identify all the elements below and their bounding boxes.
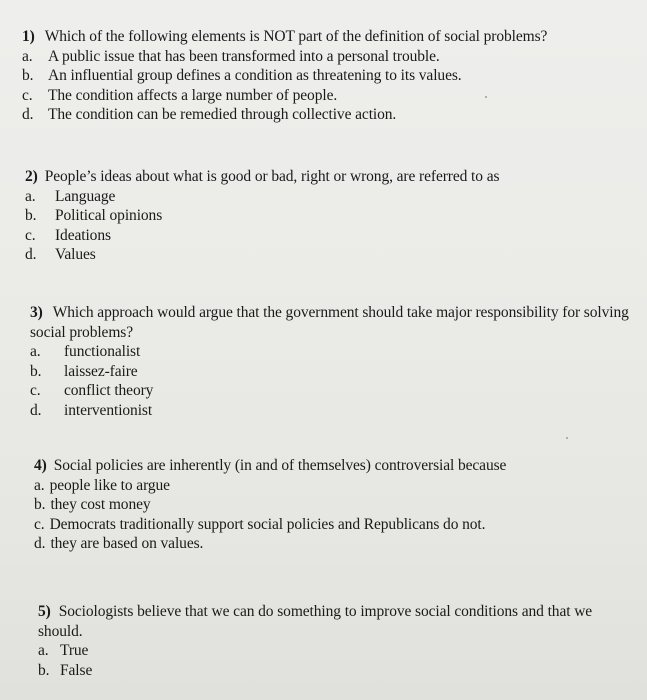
option-text: True — [60, 642, 89, 659]
question-2 — [25, 167, 499, 265]
question-text: People’s ideas about what is good or bad, right or wrong, are referred to as — [44, 168, 500, 185]
option-letter: c. — [30, 382, 41, 399]
option-text: people like to argue — [49, 476, 170, 494]
question-5 — [38, 602, 638, 680]
answer-option — [30, 342, 642, 362]
question-stem — [22, 27, 547, 47]
option-text: The condition can be remedied through collective action. — [48, 106, 397, 123]
option-text: they cost money — [50, 496, 151, 513]
option-letter: b. — [25, 207, 37, 224]
option-text: Political opinions — [55, 207, 163, 224]
option-text: The condition affects a large number of people. — [48, 86, 338, 104]
option-text: Values — [55, 246, 96, 263]
question-number: 5) — [38, 603, 51, 620]
option-letter: c. — [34, 515, 45, 533]
paper-speck — [485, 96, 487, 98]
answer-option — [30, 381, 642, 401]
option-letter: c. — [22, 86, 33, 104]
answer-option — [34, 476, 506, 496]
option-text: they are based on values. — [50, 535, 204, 552]
option-letter: c. — [25, 226, 36, 244]
question-text: Which approach would argue that the government should take major responsibility for solving social problems? — [30, 304, 629, 341]
question-stem — [38, 602, 638, 641]
option-letter: a. — [30, 343, 41, 360]
answer-option — [30, 401, 642, 421]
answer-option — [38, 661, 638, 681]
option-text: A public issue that has been transformed into a personal trouble. — [48, 47, 440, 65]
option-text: functionalist — [64, 343, 141, 360]
option-letter: a. — [22, 47, 33, 65]
option-text: Language — [55, 187, 116, 205]
answer-option — [22, 47, 547, 67]
option-letter: a. — [38, 642, 49, 659]
option-letter: d. — [22, 106, 34, 123]
option-text: Ideations — [55, 226, 111, 244]
answer-option — [30, 362, 642, 382]
question-4 — [34, 456, 506, 554]
answer-option — [22, 86, 547, 106]
question-number: 4) — [34, 457, 47, 474]
question-1 — [22, 27, 547, 125]
option-text: laissez-faire — [64, 362, 138, 380]
answer-option — [34, 515, 506, 535]
answer-option — [34, 495, 506, 515]
option-letter: b. — [22, 67, 34, 84]
answer-option — [38, 641, 638, 661]
question-number: 1) — [22, 28, 35, 45]
question-number: 2) — [25, 168, 38, 185]
answer-option — [22, 105, 547, 125]
option-text: An influential group defines a condition as threatening to its values. — [48, 67, 462, 84]
option-text: conflict theory — [64, 382, 154, 399]
question-text: Which of the following elements is NOT part of the definition of social problems? — [44, 28, 548, 45]
option-letter: b. — [38, 661, 50, 679]
option-letter: a. — [25, 187, 36, 205]
question-stem — [25, 167, 499, 187]
question-stem — [34, 456, 506, 476]
option-text: False — [60, 661, 93, 679]
question-text: Sociologists believe that we can do something to improve social conditions and that we should. — [38, 603, 593, 640]
question-number: 3) — [30, 304, 43, 321]
option-text: interventionist — [64, 401, 153, 419]
option-letter: b. — [30, 362, 42, 380]
question-3 — [30, 303, 642, 420]
answer-option — [22, 66, 547, 86]
answer-option — [25, 206, 499, 226]
answer-option — [34, 534, 506, 554]
answer-option — [25, 187, 499, 207]
answer-option — [25, 245, 499, 265]
question-text: Social policies are inherently (in and of themselves) controversial because — [53, 457, 507, 474]
paper-speck — [566, 437, 568, 439]
option-letter: d. — [25, 246, 37, 263]
option-letter: a. — [34, 476, 45, 494]
option-letter: b. — [34, 496, 46, 513]
question-stem — [30, 303, 642, 342]
option-letter: d. — [34, 535, 46, 552]
answer-option — [25, 226, 499, 246]
option-text: Democrats traditionally support social policies and Republicans do not. — [49, 515, 486, 533]
option-letter: d. — [30, 401, 42, 419]
